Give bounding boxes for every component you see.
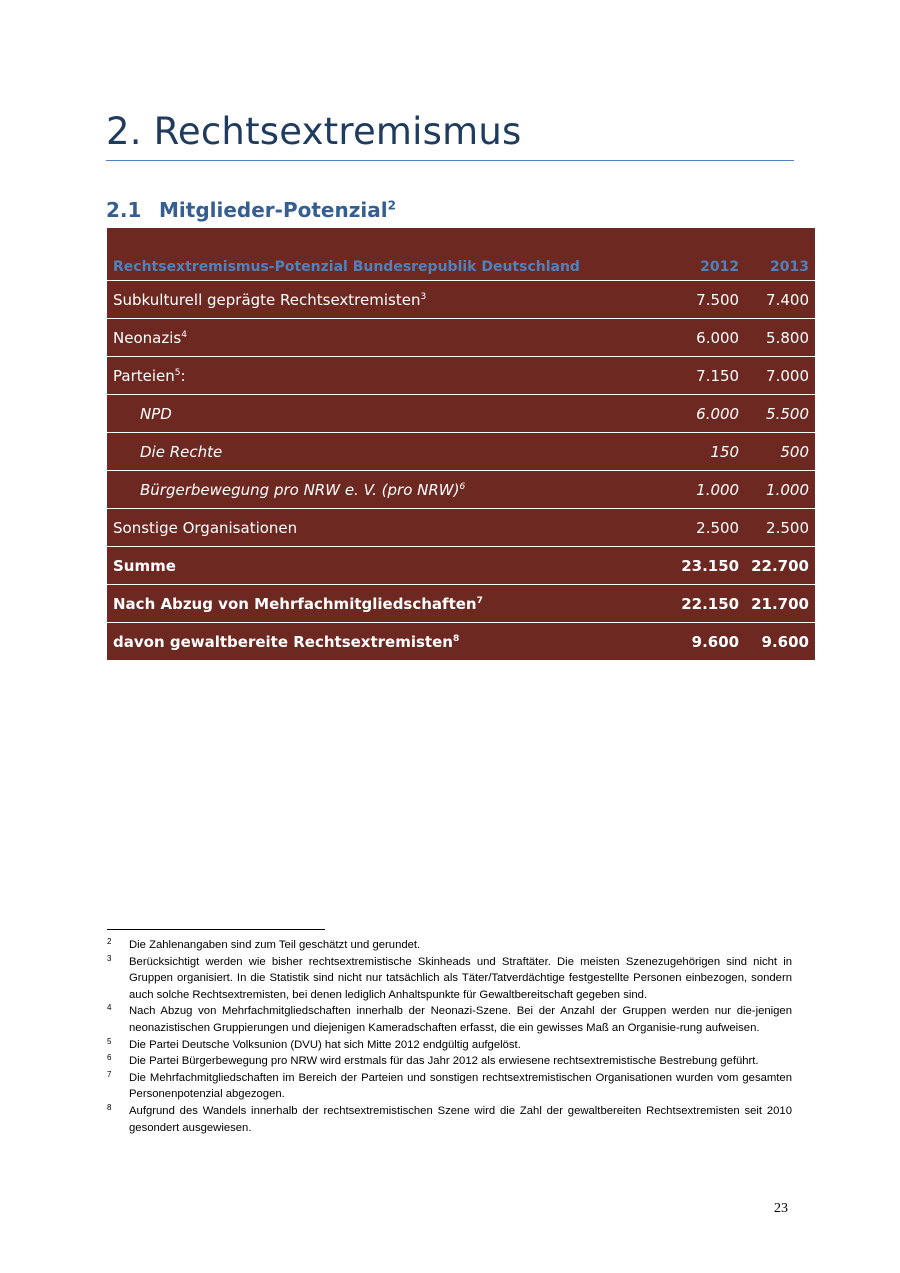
footnote-number: 6 <box>107 1053 112 1063</box>
table-row <box>107 319 815 357</box>
footnote-number: 8 <box>107 1102 112 1112</box>
row-value-2012: 2.500 <box>675 509 745 547</box>
row-label: Neonazis$^4$ <box>107 319 675 357</box>
row-label: davon gewaltbereite Rechtsextremisten$^8$ <box>107 623 675 661</box>
row-value-2013: 5.500 <box>745 395 815 433</box>
potential-table <box>107 228 815 661</box>
footnote-ref[interactable]: 2 <box>387 198 396 213</box>
table-header-label: Rechtsextremismus-Potenzial Bundesrepublik Deutschland <box>107 228 675 281</box>
row-value-2013: 7.400 <box>745 281 815 319</box>
footnote <box>107 1070 792 1103</box>
row-value-2012: 22.150 <box>675 585 745 623</box>
row-label: Die Rechte <box>107 433 675 471</box>
footnote-number: 7 <box>107 1069 112 1079</box>
section-number: 2.1 <box>106 198 142 222</box>
footnote <box>107 1103 792 1136</box>
row-label: Parteien$^5$: <box>107 357 675 395</box>
footnote-separator <box>107 929 325 930</box>
footnote-text: Die Mehrfachmitgliedschaften im Bereich der Parteien und sonstigen rechtsextremistischen Organisationen wurden vom gesamten Personenpotenzial abgezogen. <box>129 1071 792 1101</box>
row-label: Sonstige Organisationen <box>107 509 675 547</box>
footnote-text: Nach Abzug von Mehrfachmitgliedschaften innerhalb der Neonazi-Szene. Bei der Anzahl der Gruppen werden nur die-jenigen neonazistischen Gruppierungen und diejenigen Kameradschaften erfasst, die ein gewisses Maß an Organisie-rung aufweisen. <box>129 1005 792 1034</box>
row-value-2013: 9.600 <box>745 623 815 661</box>
table-row <box>107 395 815 433</box>
footnote <box>107 1037 792 1054</box>
row-value-2013: 1.000 <box>745 471 815 509</box>
row-value-2012: 150 <box>675 433 745 471</box>
page-title: 2. Rechtsextremismus <box>106 110 522 153</box>
footnote-number: 4 <box>107 1003 112 1013</box>
row-value-2013: 21.700 <box>745 585 815 623</box>
section-title: Mitglieder-Potenzial <box>159 198 388 222</box>
footnote-text: Die Partei Bürgerbewegung pro NRW wird erstmals für das Jahr 2012 als erwiesene rechtsextremistische Bestrebung geführt. <box>129 1055 759 1068</box>
footnote-ref[interactable]: 5 <box>174 367 181 378</box>
title-underline <box>106 160 794 161</box>
table-row <box>107 471 815 509</box>
table-row <box>107 357 815 395</box>
row-label: Summe <box>107 547 675 585</box>
row-value-2012: 6.000 <box>675 395 745 433</box>
table-row <box>107 433 815 471</box>
row-value-2012: 7.500 <box>675 281 745 319</box>
row-label: NPD <box>107 395 675 433</box>
table-header-2012: 2012 <box>675 228 745 281</box>
table-row-total <box>107 623 815 661</box>
footnote-text: Die Partei Deutsche Volksunion (DVU) hat sich Mitte 2012 endgültig aufgelöst. <box>129 1038 521 1051</box>
footnote <box>107 1053 792 1070</box>
footnote <box>107 1003 792 1036</box>
footnote-ref[interactable]: 6 <box>459 481 466 492</box>
footnote-text: Berücksichtigt werden wie bisher rechtsextremistische Skinheads und Straftäter. Die meisten Szenezugehörigen sind nicht in Gruppen organisiert. In die Statistik sind nicht nur tatsächlich als Täter/Tatverdächtige festgestellte Personen einbezogen, sondern auch solche Rechtsextremisten, bei denen lediglich Anhaltspunkte für Gewaltbereitschaft gegeben sind. <box>129 955 792 1001</box>
footnote-number: 3 <box>107 953 112 963</box>
footnote-number: 5 <box>107 1036 112 1046</box>
row-value-2012: 1.000 <box>675 471 745 509</box>
row-value-2013: 7.000 <box>745 357 815 395</box>
footnote-ref[interactable]: 4 <box>181 329 187 340</box>
row-label: Subkulturell geprägte Rechtsextremisten$^3$ <box>107 281 675 319</box>
footnote-ref[interactable]: 8 <box>452 633 460 644</box>
row-value-2013: 5.800 <box>745 319 815 357</box>
row-value-2013: 22.700 <box>745 547 815 585</box>
table-row <box>107 281 815 319</box>
footnotes <box>107 937 792 1136</box>
row-label: Bürgerbewegung pro NRW e. V. (pro NRW)$^6$ <box>107 471 675 509</box>
row-value-2012: 23.150 <box>675 547 745 585</box>
table-row-total <box>107 547 815 585</box>
footnote-number: 2 <box>107 937 112 946</box>
footnote-text: Aufgrund des Wandels innerhalb der rechtsextremistischen Szene wird die Zahl der gewaltbereiten Rechtsextremisten seit 2010 gesondert ausgewiesen. <box>129 1104 792 1134</box>
row-value-2013: 500 <box>745 433 815 471</box>
footnote-ref[interactable]: 7 <box>476 595 483 606</box>
table-header-row <box>107 228 815 281</box>
row-value-2013: 2.500 <box>745 509 815 547</box>
row-value-2012: 9.600 <box>675 623 745 661</box>
table-header-2013: 2013 <box>745 228 815 281</box>
page-number: 23 <box>774 1201 788 1216</box>
table-row-total <box>107 585 815 623</box>
footnote <box>107 937 792 954</box>
row-value-2012: 6.000 <box>675 319 745 357</box>
footnote <box>107 954 792 1004</box>
section-heading <box>106 198 396 222</box>
footnote-ref[interactable]: 3 <box>420 291 427 302</box>
row-value-2012: 7.150 <box>675 357 745 395</box>
footnote-text: Die Zahlenangaben sind zum Teil geschätzt und gerundet. <box>129 939 421 951</box>
row-label: Nach Abzug von Mehrfachmitgliedschaften$^7$ <box>107 585 675 623</box>
table-row <box>107 509 815 547</box>
